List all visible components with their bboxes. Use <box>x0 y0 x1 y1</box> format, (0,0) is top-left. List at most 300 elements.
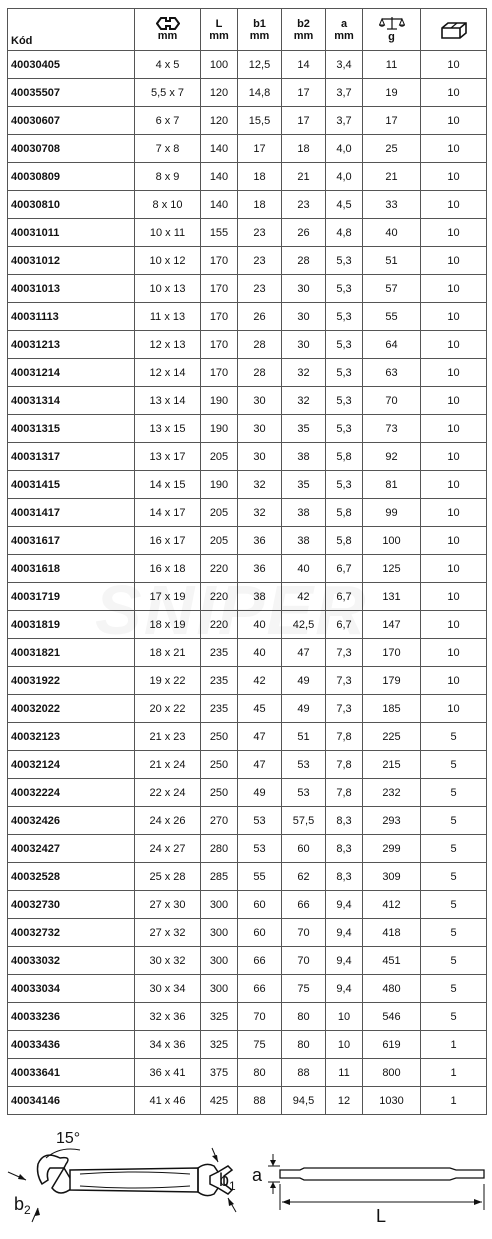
cell-weight: 70 <box>363 387 421 415</box>
cell-length: 300 <box>201 975 238 1003</box>
cell-length: 300 <box>201 891 238 919</box>
cell-size: 17 x 19 <box>135 583 201 611</box>
cell-size: 13 x 17 <box>135 443 201 471</box>
cell-size: 10 x 13 <box>135 275 201 303</box>
cell-b1: 28 <box>238 331 282 359</box>
cell-thickness: 10 <box>326 1003 363 1031</box>
cell-code: 40033034 <box>8 975 135 1003</box>
cell-size: 25 x 28 <box>135 863 201 891</box>
cell-b2: 26 <box>282 219 326 247</box>
wrench-diagram <box>0 1118 492 1239</box>
cell-pack: 10 <box>421 359 487 387</box>
cell-length: 375 <box>201 1059 238 1087</box>
cell-length: 250 <box>201 779 238 807</box>
cell-b1: 15,5 <box>238 107 282 135</box>
cell-thickness: 8,3 <box>326 863 363 891</box>
cell-pack: 5 <box>421 1003 487 1031</box>
header-pack <box>421 9 487 51</box>
table-row <box>8 107 487 135</box>
table-row <box>8 947 487 975</box>
cell-weight: 40 <box>363 219 421 247</box>
cell-code: 40031113 <box>8 303 135 331</box>
table-row <box>8 891 487 919</box>
cell-weight: 179 <box>363 667 421 695</box>
cell-code: 40033641 <box>8 1059 135 1087</box>
cell-length: 235 <box>201 667 238 695</box>
cell-thickness: 4,5 <box>326 191 363 219</box>
cell-thickness: 5,3 <box>326 303 363 331</box>
cell-b1: 70 <box>238 1003 282 1031</box>
cell-code: 40030708 <box>8 135 135 163</box>
cell-b1: 53 <box>238 807 282 835</box>
cell-size: 27 x 32 <box>135 919 201 947</box>
table-row <box>8 443 487 471</box>
table-row <box>8 1003 487 1031</box>
cell-length: 140 <box>201 135 238 163</box>
cell-thickness: 5,3 <box>326 415 363 443</box>
cell-size: 21 x 24 <box>135 751 201 779</box>
cell-b2: 53 <box>282 751 326 779</box>
cell-b2: 80 <box>282 1003 326 1031</box>
cell-code: 40031314 <box>8 387 135 415</box>
header-length-unit: mm <box>209 29 229 42</box>
cell-thickness: 4,8 <box>326 219 363 247</box>
cell-b1: 12,5 <box>238 51 282 79</box>
cell-code: 40032730 <box>8 891 135 919</box>
table-row <box>8 667 487 695</box>
cell-b1: 75 <box>238 1031 282 1059</box>
cell-size: 36 x 41 <box>135 1059 201 1087</box>
cell-pack: 10 <box>421 415 487 443</box>
cell-pack: 10 <box>421 527 487 555</box>
cell-weight: 63 <box>363 359 421 387</box>
header-weight <box>363 9 421 51</box>
cell-code: 40031719 <box>8 583 135 611</box>
cell-pack: 10 <box>421 191 487 219</box>
cell-b1: 55 <box>238 863 282 891</box>
cell-code: 40032528 <box>8 863 135 891</box>
cell-b1: 30 <box>238 443 282 471</box>
cell-pack: 1 <box>421 1087 487 1115</box>
cell-weight: 800 <box>363 1059 421 1087</box>
cell-size: 5,5 x 7 <box>135 79 201 107</box>
header-length-label: L <box>215 17 223 30</box>
cell-b2: 38 <box>282 499 326 527</box>
cell-code: 40032124 <box>8 751 135 779</box>
header-thickness-unit: mm <box>334 29 354 42</box>
header-b1-unit: mm <box>249 29 270 42</box>
cell-b2: 23 <box>282 191 326 219</box>
cell-length: 270 <box>201 807 238 835</box>
open-end-wrench-icon <box>156 17 180 30</box>
b1-label: $b_1$ <box>219 1170 236 1193</box>
table-row <box>8 331 487 359</box>
cell-code: 40032427 <box>8 835 135 863</box>
table-row <box>8 1059 487 1087</box>
cell-pack: 5 <box>421 835 487 863</box>
cell-thickness: 5,3 <box>326 247 363 275</box>
header-b2-unit: mm <box>293 29 314 42</box>
cell-size: 27 x 30 <box>135 891 201 919</box>
table-row <box>8 583 487 611</box>
table-row <box>8 275 487 303</box>
header-b1-label: b1 <box>253 17 266 30</box>
cell-weight: 232 <box>363 779 421 807</box>
cell-thickness: 5,3 <box>326 387 363 415</box>
cell-pack: 10 <box>421 331 487 359</box>
cell-size: 19 x 22 <box>135 667 201 695</box>
cell-pack: 5 <box>421 807 487 835</box>
cell-b2: 42,5 <box>282 611 326 639</box>
cell-weight: 546 <box>363 1003 421 1031</box>
cell-b2: 42 <box>282 583 326 611</box>
cell-thickness: 5,3 <box>326 275 363 303</box>
cell-pack: 10 <box>421 51 487 79</box>
cell-b2: 35 <box>282 415 326 443</box>
cell-pack: 5 <box>421 863 487 891</box>
cell-thickness: 3,7 <box>326 107 363 135</box>
b2-label: $b_2$ <box>14 1194 31 1217</box>
cell-b2: 49 <box>282 695 326 723</box>
cell-length: 235 <box>201 639 238 667</box>
cell-code: 40032224 <box>8 779 135 807</box>
cell-pack: 5 <box>421 975 487 1003</box>
cell-weight: 619 <box>363 1031 421 1059</box>
cell-code: 40031417 <box>8 499 135 527</box>
table-row <box>8 1031 487 1059</box>
cell-length: 170 <box>201 303 238 331</box>
cell-weight: 55 <box>363 303 421 331</box>
table-row <box>8 779 487 807</box>
length-label: L <box>376 1206 387 1226</box>
cell-b1: 53 <box>238 835 282 863</box>
cell-thickness: 5,3 <box>326 359 363 387</box>
cell-thickness: 8,3 <box>326 807 363 835</box>
cell-thickness: 7,8 <box>326 779 363 807</box>
cell-code: 40032732 <box>8 919 135 947</box>
cell-size: 8 x 10 <box>135 191 201 219</box>
cell-length: 155 <box>201 219 238 247</box>
cell-pack: 10 <box>421 667 487 695</box>
cell-length: 140 <box>201 191 238 219</box>
cell-b1: 18 <box>238 163 282 191</box>
cell-weight: 170 <box>363 639 421 667</box>
cell-size: 20 x 22 <box>135 695 201 723</box>
cell-b2: 38 <box>282 443 326 471</box>
cell-pack: 5 <box>421 919 487 947</box>
cell-b2: 17 <box>282 79 326 107</box>
cell-pack: 10 <box>421 163 487 191</box>
cell-b2: 57,5 <box>282 807 326 835</box>
cell-b2: 28 <box>282 247 326 275</box>
cell-size: 10 x 12 <box>135 247 201 275</box>
table-row <box>8 387 487 415</box>
table-row <box>8 303 487 331</box>
cell-weight: 185 <box>363 695 421 723</box>
cell-b1: 23 <box>238 275 282 303</box>
cell-size: 18 x 19 <box>135 611 201 639</box>
cell-weight: 418 <box>363 919 421 947</box>
cell-weight: 293 <box>363 807 421 835</box>
cell-b1: 66 <box>238 975 282 1003</box>
cell-length: 205 <box>201 499 238 527</box>
cell-pack: 10 <box>421 611 487 639</box>
cell-code: 40030607 <box>8 107 135 135</box>
table-header-row <box>8 9 487 51</box>
cell-b1: 60 <box>238 891 282 919</box>
box-package-icon <box>440 21 468 39</box>
cell-b2: 88 <box>282 1059 326 1087</box>
cell-weight: 309 <box>363 863 421 891</box>
table-body <box>8 51 487 1115</box>
cell-b1: 66 <box>238 947 282 975</box>
spec-table <box>7 8 487 1115</box>
cell-thickness: 4,0 <box>326 135 363 163</box>
cell-code: 40030809 <box>8 163 135 191</box>
cell-length: 120 <box>201 107 238 135</box>
cell-b2: 62 <box>282 863 326 891</box>
cell-size: 13 x 14 <box>135 387 201 415</box>
cell-length: 325 <box>201 1031 238 1059</box>
cell-code: 40031317 <box>8 443 135 471</box>
cell-length: 300 <box>201 919 238 947</box>
cell-thickness: 9,4 <box>326 947 363 975</box>
cell-pack: 10 <box>421 555 487 583</box>
cell-code: 40031618 <box>8 555 135 583</box>
cell-code: 40032426 <box>8 807 135 835</box>
cell-code: 40033436 <box>8 1031 135 1059</box>
cell-b2: 66 <box>282 891 326 919</box>
table-row <box>8 919 487 947</box>
cell-b2: 40 <box>282 555 326 583</box>
angle-label: 15° <box>56 1130 81 1147</box>
cell-pack: 10 <box>421 107 487 135</box>
cell-weight: 19 <box>363 79 421 107</box>
cell-thickness: 11 <box>326 1059 363 1087</box>
cell-code: 40031012 <box>8 247 135 275</box>
cell-b2: 21 <box>282 163 326 191</box>
cell-code: 40031415 <box>8 471 135 499</box>
cell-code: 40031819 <box>8 611 135 639</box>
cell-size: 6 x 7 <box>135 107 201 135</box>
table-row <box>8 975 487 1003</box>
table-row <box>8 863 487 891</box>
header-thickness-label: a <box>340 17 348 30</box>
cell-b1: 47 <box>238 723 282 751</box>
cell-size: 32 x 36 <box>135 1003 201 1031</box>
cell-b1: 17 <box>238 135 282 163</box>
cell-pack: 10 <box>421 639 487 667</box>
cell-b1: 60 <box>238 919 282 947</box>
cell-weight: 73 <box>363 415 421 443</box>
cell-b2: 38 <box>282 527 326 555</box>
cell-length: 170 <box>201 247 238 275</box>
cell-length: 220 <box>201 583 238 611</box>
table-row <box>8 1087 487 1115</box>
table-row <box>8 415 487 443</box>
cell-weight: 51 <box>363 247 421 275</box>
cell-pack: 10 <box>421 471 487 499</box>
cell-b1: 32 <box>238 471 282 499</box>
header-weight-unit: g <box>388 31 395 43</box>
cell-thickness: 12 <box>326 1087 363 1115</box>
table-row <box>8 807 487 835</box>
cell-b1: 38 <box>238 583 282 611</box>
cell-b2: 51 <box>282 723 326 751</box>
cell-length: 170 <box>201 331 238 359</box>
cell-weight: 33 <box>363 191 421 219</box>
cell-size: 21 x 23 <box>135 723 201 751</box>
thickness-label: a <box>252 1165 263 1185</box>
cell-thickness: 5,8 <box>326 443 363 471</box>
wrench-side-view <box>8 1148 236 1222</box>
cell-b1: 23 <box>238 219 282 247</box>
cell-b2: 18 <box>282 135 326 163</box>
table-row <box>8 135 487 163</box>
cell-length: 205 <box>201 527 238 555</box>
cell-b2: 17 <box>282 107 326 135</box>
cell-length: 285 <box>201 863 238 891</box>
cell-b2: 49 <box>282 667 326 695</box>
cell-b1: 18 <box>238 191 282 219</box>
cell-weight: 64 <box>363 331 421 359</box>
cell-thickness: 4,0 <box>326 163 363 191</box>
header-b1 <box>238 9 282 51</box>
cell-code: 40035507 <box>8 79 135 107</box>
table-row <box>8 191 487 219</box>
header-code: Kód <box>8 9 135 51</box>
cell-pack: 10 <box>421 135 487 163</box>
cell-length: 425 <box>201 1087 238 1115</box>
cell-code: 40031213 <box>8 331 135 359</box>
cell-weight: 1030 <box>363 1087 421 1115</box>
cell-code: 40030810 <box>8 191 135 219</box>
cell-weight: 100 <box>363 527 421 555</box>
table-row <box>8 835 487 863</box>
cell-size: 12 x 13 <box>135 331 201 359</box>
cell-length: 250 <box>201 723 238 751</box>
cell-thickness: 9,4 <box>326 919 363 947</box>
cell-length: 220 <box>201 555 238 583</box>
cell-b1: 23 <box>238 247 282 275</box>
cell-b2: 30 <box>282 331 326 359</box>
cell-b2: 94,5 <box>282 1087 326 1115</box>
cell-pack: 1 <box>421 1031 487 1059</box>
cell-code: 40030405 <box>8 51 135 79</box>
cell-length: 205 <box>201 443 238 471</box>
cell-b2: 47 <box>282 639 326 667</box>
header-length <box>201 9 238 51</box>
cell-pack: 10 <box>421 443 487 471</box>
cell-weight: 147 <box>363 611 421 639</box>
cell-b2: 32 <box>282 359 326 387</box>
cell-weight: 92 <box>363 443 421 471</box>
cell-size: 10 x 11 <box>135 219 201 247</box>
cell-weight: 21 <box>363 163 421 191</box>
cell-pack: 5 <box>421 723 487 751</box>
cell-code: 40032022 <box>8 695 135 723</box>
table-row <box>8 247 487 275</box>
cell-thickness: 3,4 <box>326 51 363 79</box>
cell-b2: 32 <box>282 387 326 415</box>
cell-weight: 480 <box>363 975 421 1003</box>
cell-b2: 80 <box>282 1031 326 1059</box>
cell-size: 18 x 21 <box>135 639 201 667</box>
cell-b1: 47 <box>238 751 282 779</box>
cell-length: 325 <box>201 1003 238 1031</box>
cell-b1: 28 <box>238 359 282 387</box>
table-row <box>8 219 487 247</box>
cell-b1: 14,8 <box>238 79 282 107</box>
cell-size: 34 x 36 <box>135 1031 201 1059</box>
cell-weight: 225 <box>363 723 421 751</box>
cell-pack: 10 <box>421 247 487 275</box>
cell-pack: 5 <box>421 751 487 779</box>
cell-pack: 10 <box>421 695 487 723</box>
wrench-profile-view <box>268 1154 484 1210</box>
cell-size: 13 x 15 <box>135 415 201 443</box>
table-row <box>8 723 487 751</box>
cell-b2: 75 <box>282 975 326 1003</box>
cell-weight: 451 <box>363 947 421 975</box>
cell-thickness: 6,7 <box>326 611 363 639</box>
cell-thickness: 6,7 <box>326 583 363 611</box>
header-size-unit: mm <box>157 30 178 42</box>
cell-code: 40031011 <box>8 219 135 247</box>
cell-length: 190 <box>201 387 238 415</box>
table-row <box>8 527 487 555</box>
table-row <box>8 163 487 191</box>
cell-size: 30 x 32 <box>135 947 201 975</box>
cell-length: 250 <box>201 751 238 779</box>
cell-b1: 40 <box>238 639 282 667</box>
cell-code: 40031922 <box>8 667 135 695</box>
cell-pack: 5 <box>421 779 487 807</box>
cell-weight: 81 <box>363 471 421 499</box>
cell-weight: 99 <box>363 499 421 527</box>
header-b2 <box>282 9 326 51</box>
cell-size: 7 x 8 <box>135 135 201 163</box>
cell-pack: 10 <box>421 303 487 331</box>
cell-thickness: 10 <box>326 1031 363 1059</box>
table-row <box>8 611 487 639</box>
cell-size: 16 x 17 <box>135 527 201 555</box>
cell-thickness: 7,3 <box>326 667 363 695</box>
scale-balance-icon <box>379 16 405 31</box>
header-thickness <box>326 9 363 51</box>
cell-b2: 30 <box>282 303 326 331</box>
cell-b1: 40 <box>238 611 282 639</box>
table-row <box>8 751 487 779</box>
header-size <box>135 9 201 51</box>
cell-weight: 131 <box>363 583 421 611</box>
cell-thickness: 7,8 <box>326 751 363 779</box>
cell-length: 170 <box>201 359 238 387</box>
cell-length: 280 <box>201 835 238 863</box>
table-row <box>8 51 487 79</box>
cell-b2: 53 <box>282 779 326 807</box>
cell-size: 14 x 17 <box>135 499 201 527</box>
cell-length: 220 <box>201 611 238 639</box>
cell-length: 120 <box>201 79 238 107</box>
cell-length: 140 <box>201 163 238 191</box>
cell-pack: 10 <box>421 583 487 611</box>
cell-thickness: 7,8 <box>326 723 363 751</box>
header-b2-label: b2 <box>297 17 310 30</box>
cell-length: 100 <box>201 51 238 79</box>
cell-b1: 30 <box>238 387 282 415</box>
cell-pack: 10 <box>421 219 487 247</box>
